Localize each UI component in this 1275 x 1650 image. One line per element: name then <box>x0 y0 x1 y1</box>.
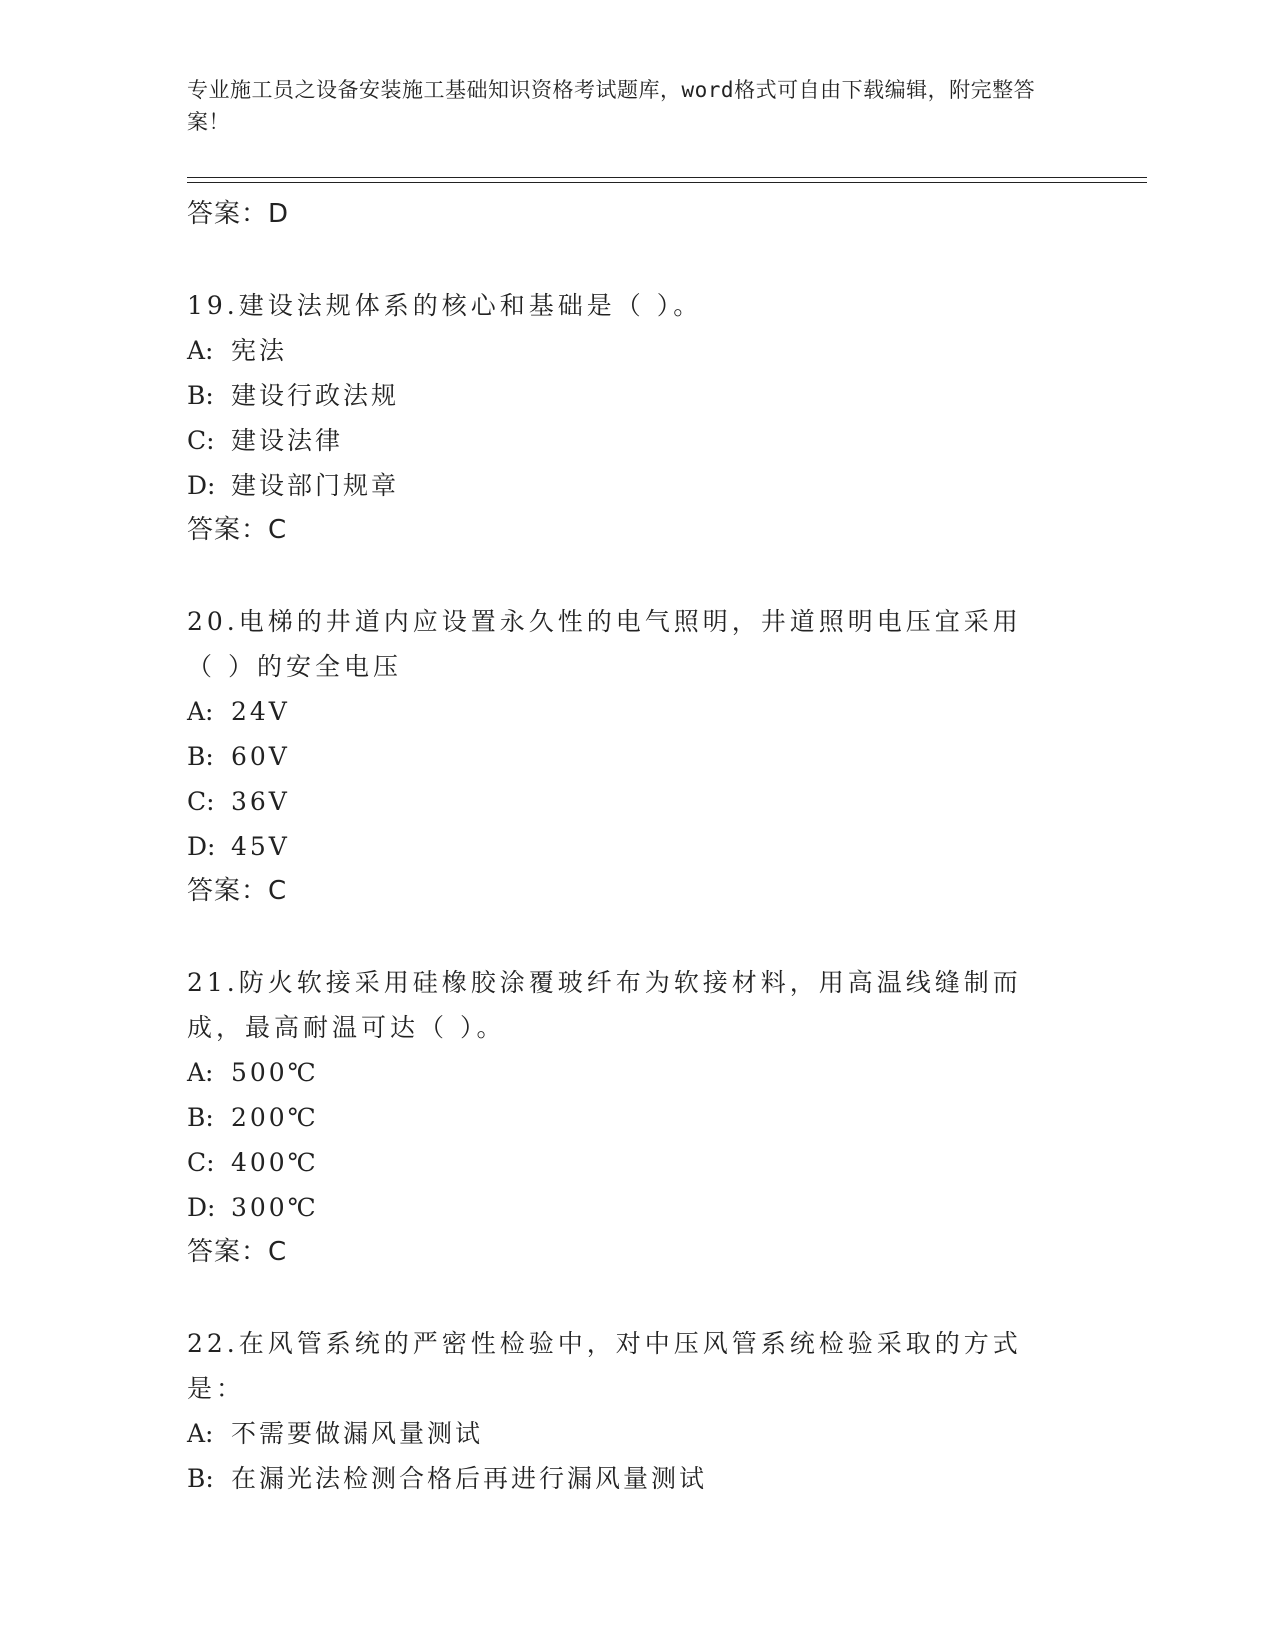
option-a <box>187 328 1147 373</box>
option-text: 300℃ <box>231 1193 319 1222</box>
option-c <box>187 779 1147 824</box>
question-stem: 19.建设法规体系的核心和基础是（ ）。 <box>187 291 703 320</box>
answer-line: 答案：C <box>187 515 288 545</box>
page-header: 专业施工员之设备安装施工基础知识资格考试题库，word格式可自由下载编辑，附完整答案！ <box>187 78 1036 134</box>
question-item <box>187 960 1147 1275</box>
question-stem: 22.在风管系统的严密性检验中，对中压风管系统检验采取的方式是： <box>187 1329 1022 1403</box>
option-text: 36V <box>231 787 290 816</box>
option-text: 宪法 <box>231 336 288 365</box>
option-c <box>187 418 1147 463</box>
header-divider <box>187 177 1147 183</box>
option-d <box>187 824 1147 869</box>
option-letter: D: <box>187 471 216 500</box>
question-item <box>187 599 1147 914</box>
option-d <box>187 1185 1147 1230</box>
question-stem: 21.防火软接采用硅橡胶涂覆玻纤布为软接材料，用高温线缝制而成，最高耐温可达（ ）。 <box>187 968 1022 1042</box>
option-letter: B: <box>187 381 214 410</box>
option-letter: D: <box>187 832 216 861</box>
option-a <box>187 1050 1147 1095</box>
option-letter: C: <box>187 426 215 455</box>
option-b <box>187 1095 1147 1140</box>
option-b <box>187 1456 1147 1501</box>
question-item <box>187 1321 1147 1501</box>
option-text: 不需要做漏风量测试 <box>231 1419 484 1448</box>
option-letter: A: <box>187 1419 214 1448</box>
option-letter: A: <box>187 1058 214 1087</box>
option-text: 建设部门规章 <box>231 471 400 500</box>
option-letter: C: <box>187 787 215 816</box>
answer-line: 答案：D <box>187 199 290 229</box>
option-a <box>187 689 1147 734</box>
option-text: 60V <box>231 742 290 771</box>
option-text: 建设法律 <box>231 426 344 455</box>
option-c <box>187 1140 1147 1185</box>
question-list <box>187 192 1147 1501</box>
option-letter: A: <box>187 697 214 726</box>
option-text: 建设行政法规 <box>231 381 400 410</box>
answer-line: 答案：C <box>187 1237 288 1267</box>
option-letter: B: <box>187 1103 214 1132</box>
option-a <box>187 1411 1147 1456</box>
answer-line: 答案：C <box>187 876 288 906</box>
option-letter: D: <box>187 1193 216 1222</box>
option-text: 在漏光法检测合格后再进行漏风量测试 <box>231 1464 708 1493</box>
option-text: 45V <box>231 832 290 861</box>
question-stem: 20.电梯的井道内应设置永久性的电气照明，井道照明电压宜采用（ ）的安全电压 <box>187 607 1022 681</box>
option-text: 400℃ <box>231 1148 319 1177</box>
option-text: 200℃ <box>231 1103 319 1132</box>
option-letter: C: <box>187 1148 215 1177</box>
option-letter: A: <box>187 336 214 365</box>
option-text: 24V <box>231 697 290 726</box>
option-b <box>187 734 1147 779</box>
option-letter: B: <box>187 1464 214 1493</box>
question-item <box>187 283 1147 553</box>
option-b <box>187 373 1147 418</box>
option-letter: B: <box>187 742 214 771</box>
option-text: 500℃ <box>231 1058 319 1087</box>
option-d <box>187 463 1147 508</box>
